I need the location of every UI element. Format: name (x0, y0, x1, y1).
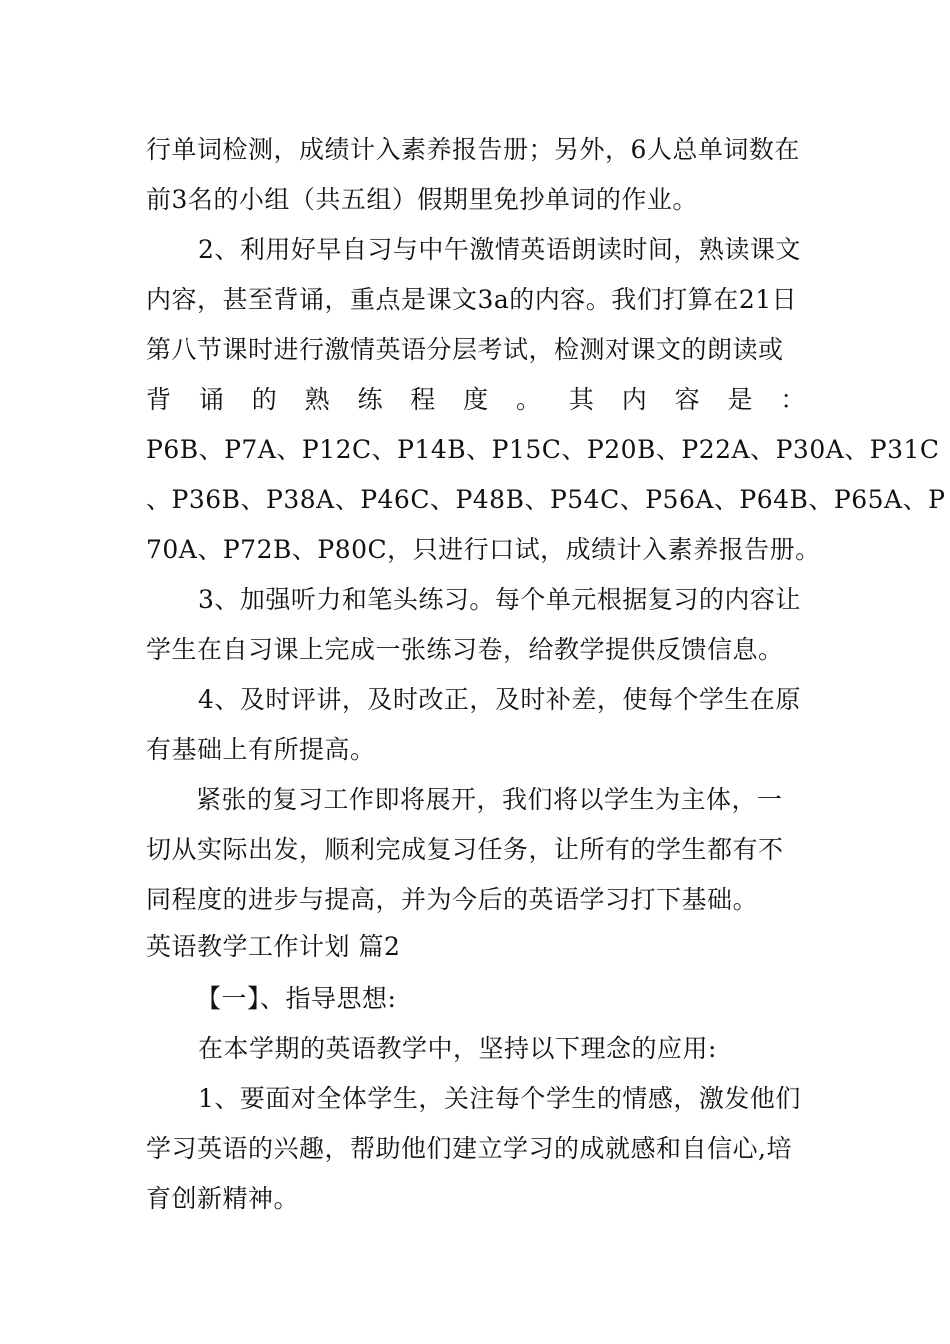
text-line: 第八节课时进行激情英语分层考试，检测对课文的朗读或 (146, 335, 784, 364)
text-line: 、P36B、P38A、P46C、P48B、P54C、P56A、P64B、P65A、P (146, 485, 946, 514)
text-char: 练 (357, 385, 383, 414)
text-line: 有基础上有所提高。 (146, 735, 376, 764)
section-heading: 英语教学工作计划 篇2 (146, 932, 401, 961)
text-line: 切从实际出发，顺利完成复习任务，让所有的学生都有不 (146, 835, 784, 864)
text-char: 诵 (198, 385, 225, 414)
text-line-justified (146, 385, 806, 415)
text-line: 4、及时评讲，及时改正，及时补差，使每个学生在原 (198, 685, 801, 714)
text-line: 紧张的复习工作即将展开，我们将以学生为主体，一 (196, 785, 783, 814)
text-line: 1、要面对全体学生，关注每个学生的情感，激发他们 (198, 1084, 801, 1113)
text-line: 育创新精神。 (146, 1184, 300, 1213)
text-line: 学生在自习课上完成一张练习卷，给教学提供反馈信息。 (146, 635, 784, 664)
text-line: 3、加强听力和笔头练习。每个单元根据复习的内容让 (198, 585, 801, 614)
text-line: 学习英语的兴趣，帮助他们建立学习的成就感和自信心,培 (146, 1134, 792, 1163)
text-char: 程 (410, 385, 436, 414)
text-char: 熟 (304, 385, 331, 414)
text-char: 度 (463, 385, 489, 414)
text-line: 在本学期的英语教学中，坚持以下理念的应用: (198, 1034, 717, 1063)
text-char: 的 (251, 385, 278, 414)
text-line: 70A、P72B、P80C，只进行口试，成绩计入素养报告册。 (146, 535, 821, 564)
text-line: 2、利用好早自习与中午激情英语朗读时间，熟读课文 (198, 235, 801, 264)
text-char: 。 (516, 385, 542, 414)
text-char: ： (780, 385, 806, 414)
text-line: 前3名的小组（共五组）假期里免抄单词的作业。 (146, 185, 698, 214)
text-line: 内容，甚至背诵，重点是课文3a的内容。我们打算在21日 (146, 285, 798, 314)
text-char: 内 (621, 385, 648, 414)
text-char: 背 (146, 385, 172, 414)
text-line: 行单词检测，成绩计入素养报告册；另外，6人总单词数在 (146, 135, 800, 164)
text-line: 同程度的进步与提高，并为今后的英语学习打下基础。 (146, 885, 759, 914)
text-line: 【一】、指导思想: (196, 984, 397, 1013)
text-char: 是 (727, 385, 753, 414)
text-line: P6B、P7A、P12C、P14B、P15C、P20B、P22A、P30A、P31C (146, 435, 940, 464)
text-char: 容 (674, 385, 701, 414)
text-char: 其 (568, 385, 595, 414)
